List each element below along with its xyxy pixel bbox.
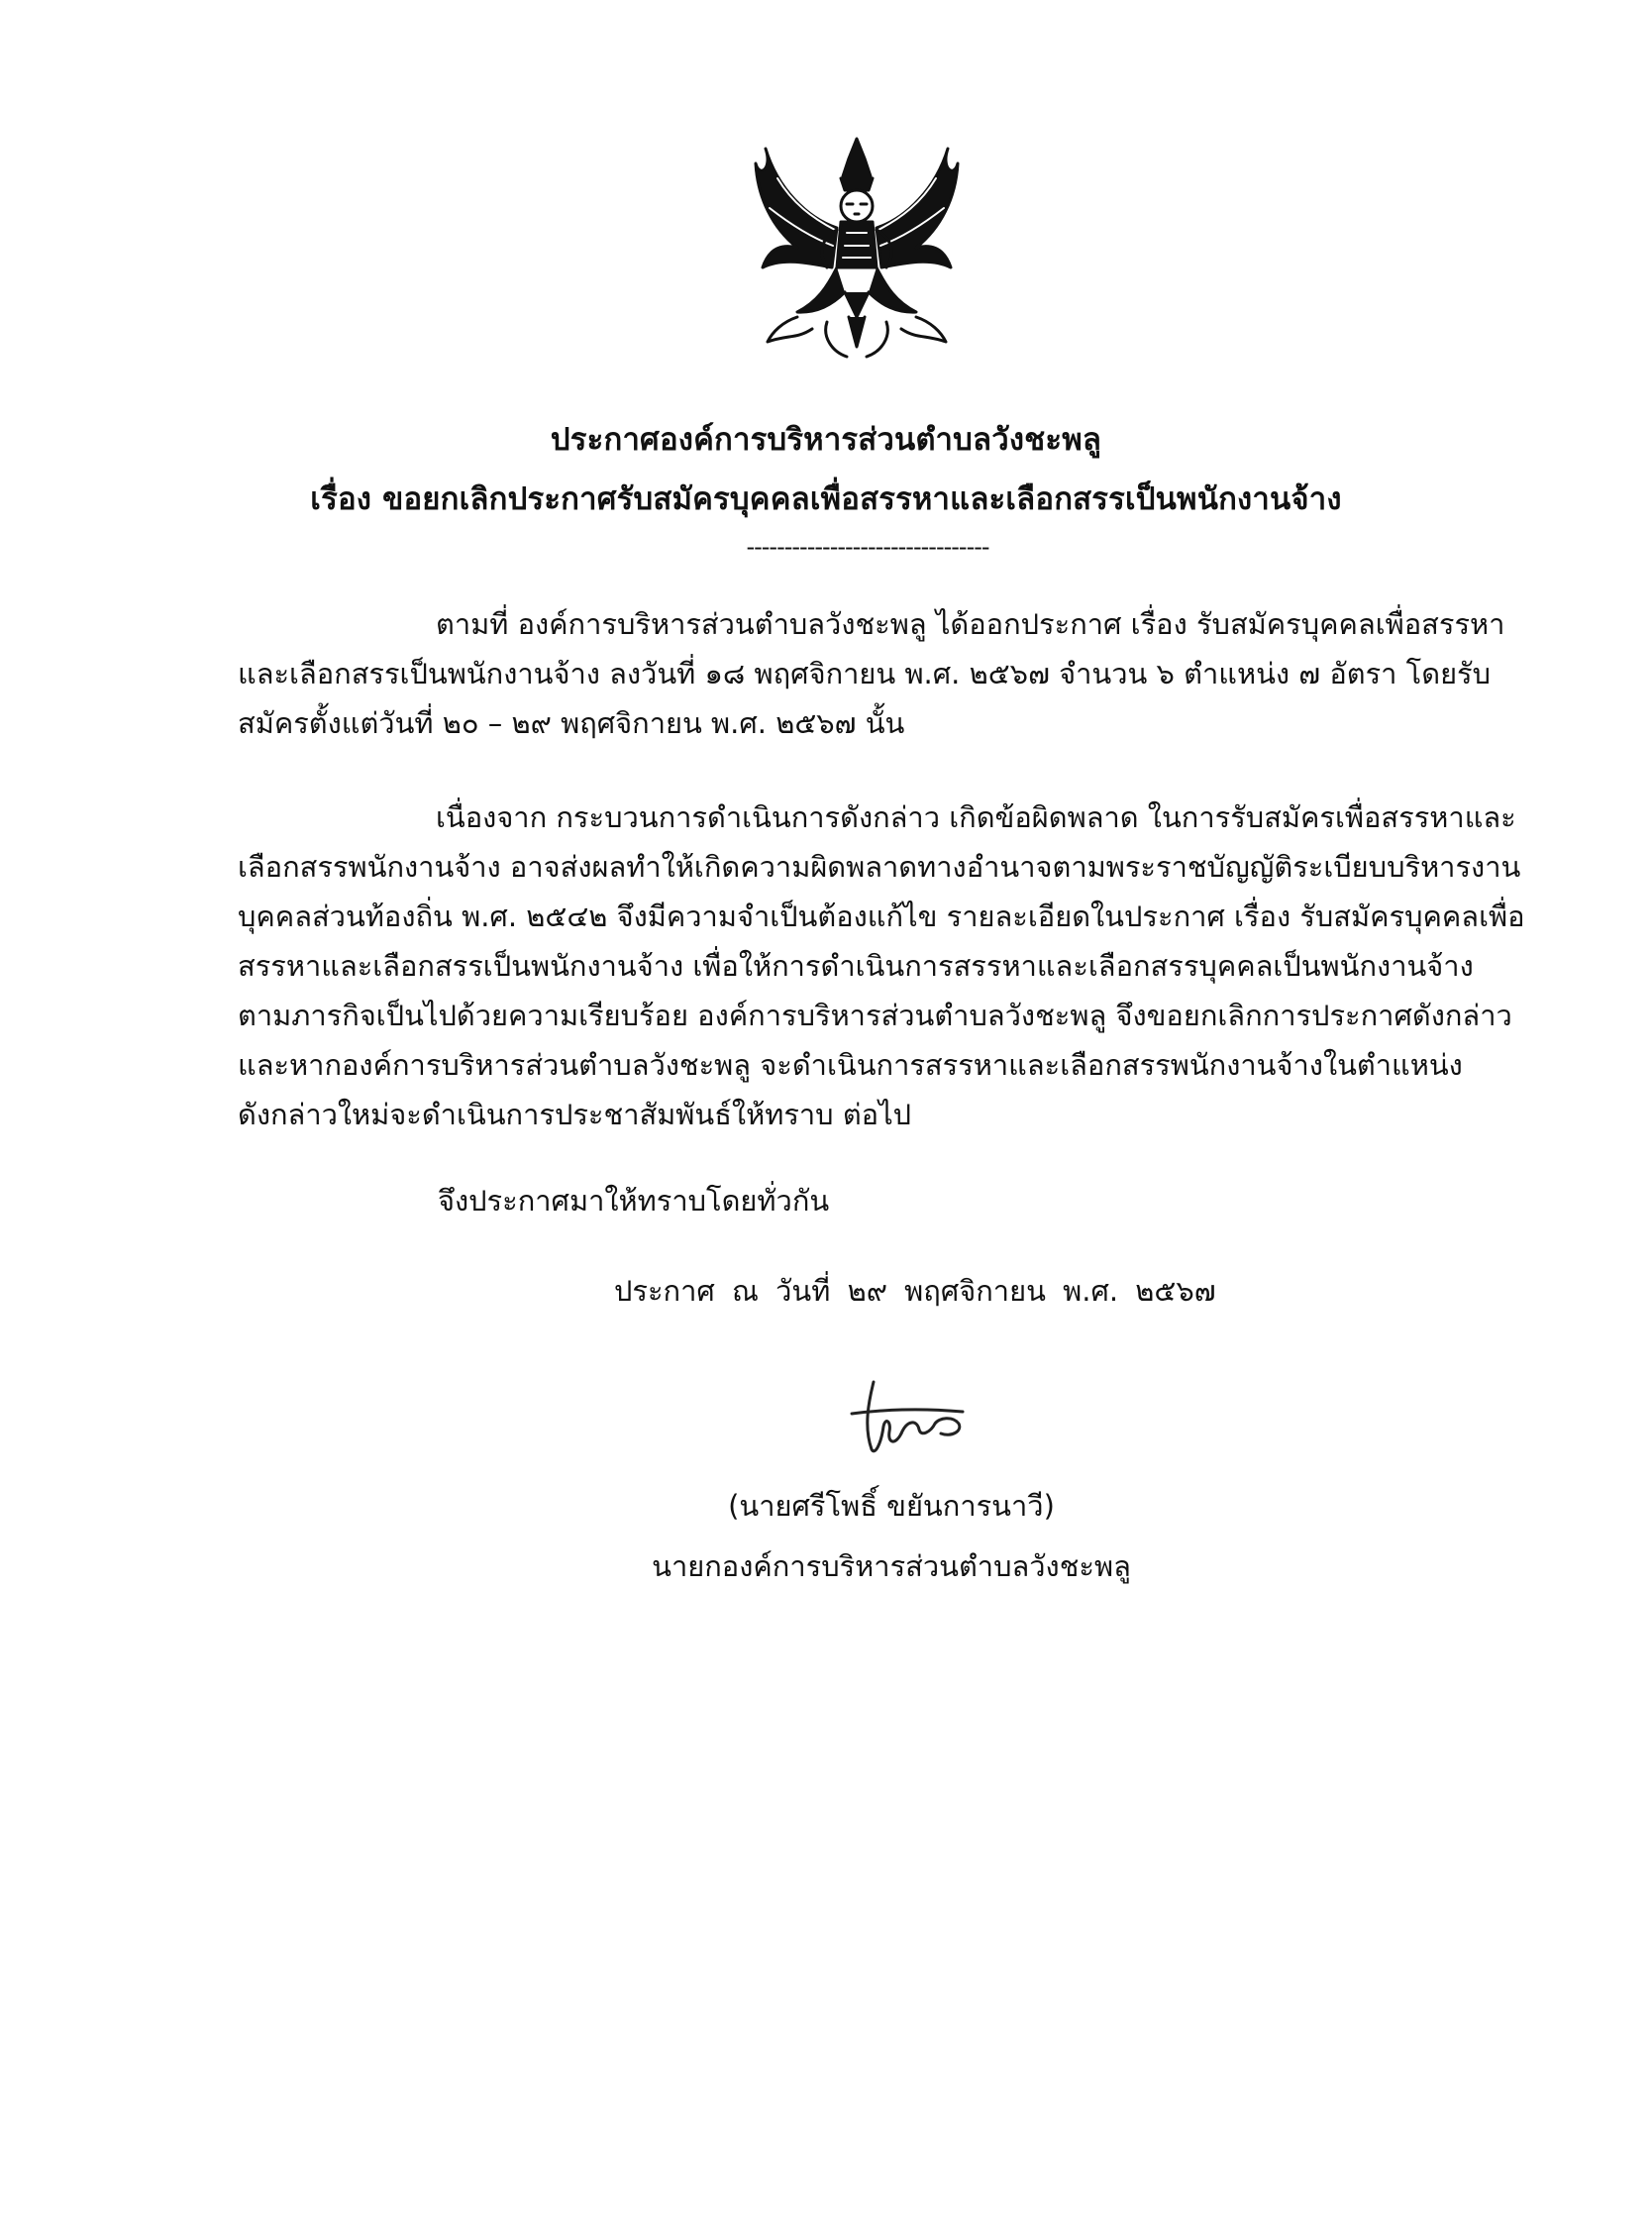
garuda-emblem-icon [738,119,976,367]
paragraph-line: เลือกสรรพนักงานจ้าง อาจส่งผลทำให้เกิดความผิดพลาดทางอำนาจตามพระราชบัญญัติระเบียบบริหารงาน [238,850,1521,884]
closing-statement: จึงประกาศมาให้ทราบโดยทั่วกัน [438,1184,830,1218]
title-divider: -------------------------------- [746,533,989,561]
paragraph-reference [238,599,1505,748]
announcement-date: ประกาศ ณ วันที่ ๒๙ พฤศจิกายน พ.ศ. ๒๕๖๗ [614,1274,1216,1308]
paragraph-line: บุคคลส่วนท้องถิ่น พ.ศ. ๒๕๔๒ จึงมีความจำเป็นต้องแก้ไข รายละเอียดในประกาศ เรื่อง รับสมัครบุคคลเพื่อ [238,900,1525,933]
paragraph-line: สมัครตั้งแต่วันที่ ๒๐ – ๒๙ พฤศจิกายน พ.ศ. ๒๕๖๗ นั้น [238,706,905,740]
announcement-subject: เรื่อง ขอยกเลิกประกาศรับสมัครบุคคลเพื่อสรรหาและเลือกสรรเป็นพนักงานจ้าง [310,481,1342,517]
paragraph-line: และหากองค์การบริหารส่วนตำบลวังชะพลู จะดำเนินการสรรหาและเลือกสรรพนักงานจ้างในตำแหน่ง [238,1048,1463,1082]
paragraph-reason [238,793,1525,1139]
paragraph-line: และเลือกสรรเป็นพนักงานจ้าง ลงวันที่ ๑๘ พฤศจิกายน พ.ศ. ๒๕๖๗ จำนวน ๖ ตำแหน่ง ๗ อัตรา โดยรับ [238,657,1492,690]
signer-name: (นายศรีโพธิ์ ขยันการนาวี) [728,1489,1055,1523]
announcement-title: ประกาศองค์การบริหารส่วนตำบลวังชะพลู [550,422,1102,458]
handwritten-signature-icon [844,1372,982,1461]
paragraph-line: เนื่องจาก กระบวนการดำเนินการดังกล่าว เกิดข้อผิดพลาด ในการรับสมัครเพื่อสรรหาและ [436,800,1516,834]
paragraph-line: ดังกล่าวใหม่จะดำเนินการประชาสัมพันธ์ให้ทราบ ต่อไป [238,1098,912,1131]
paragraph-line: ตามภารกิจเป็นไปด้วยความเรียบร้อย องค์การบริหารส่วนตำบลวังชะพลู จึงขอยกเลิกการประกาศดังกล่าว [238,999,1512,1032]
signer-title: นายกองค์การบริหารส่วนตำบลวังชะพลู [652,1549,1131,1583]
paragraph-line: สรรหาและเลือกสรรเป็นพนักงานจ้าง เพื่อให้การดำเนินการสรรหาและเลือกสรรบุคคลเป็นพนักงานจ้าง [238,949,1474,983]
paragraph-line: ตามที่ องค์การบริหารส่วนตำบลวังชะพลู ได้ออกประกาศ เรื่อง รับสมัครบุคคลเพื่อสรรหา [436,607,1505,641]
